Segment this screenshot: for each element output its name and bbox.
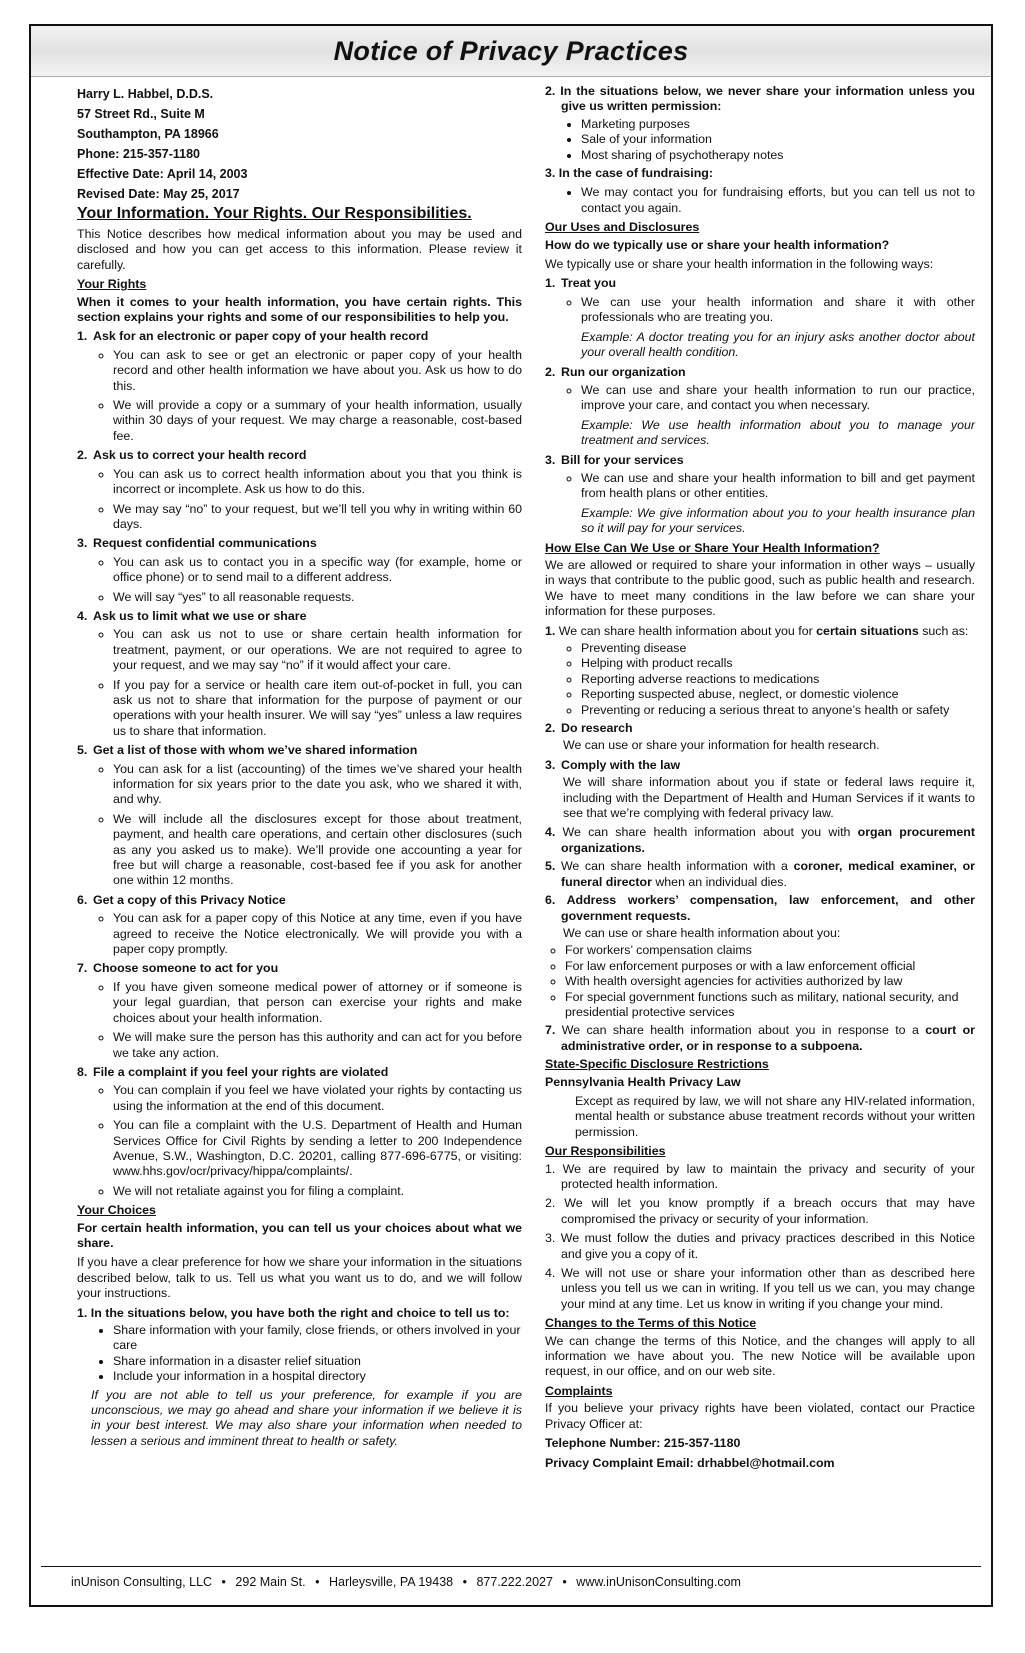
example-text: Example: We use health information about you to manage your treatment and services. [581,417,975,448]
list-item: ◦ Reporting suspected abuse, neglect, or domestic violence [581,687,975,702]
rights-item: 4. Ask us to limit what we use or share ◦ You can ask us not to use or share certain health information for treatment, payment, or our operations. We are not required to agree to your request, and we may say “no” if it would affect your care. ◦ If you pay for a service or health care item out-of-pocket in full, you can ask us not to share that information for the purpose of payment or our operations with your health insurer. We will say “yes” unless a law requires us to share that information. [77,609,522,739]
rights-item: 8. File a complaint if you feel your rights are violated ◦ You can complain if you feel we have violated your rights by contacting us using the information at the end of this document. ◦ You can file a complaint with the U.S. Department of Health and Human Services Office for Civil Rights by sending a letter to 200 Independence Avenue, S.W., Washington, D.C. 20201, calling 877-696-6775, or visiting: www.hhs.gov/ocr/privacy/hippa/complaints/. ◦ We will not retaliate against you for filing a complaint. [77,1065,522,1199]
bullet-separator: • [221,1575,226,1589]
bullet-separator: • [562,1575,567,1589]
list-item: ◦ We will make sure the person has this authority and can act for you before we take any action. [113,1030,522,1061]
example-text: Example: We give information about you to your health insurance plan so it will pay for your services. [581,505,975,536]
practice-header [77,84,522,204]
title-bar [31,26,991,77]
list-item: ◦ You can ask us to correct health information about you that you think is incorrect or incomplete. Ask us how to do this. [113,467,522,498]
uses-heading: Our Uses and Disclosures [545,220,700,235]
changes-text: We can change the terms of this Notice, and the changes will apply to all information we have about you. The new Notice will be available upon request, in our office, and on our web site. [545,1333,975,1379]
list-item: ◦ We will include all the disclosures except for those about treatment, payment, and health care operations, and certain other disclosures (such as any you asked us to make). We’ll provide one accounting a year for free but will charge a reasonable, cost-based fee if you ask for another one within 12 months. [113,812,522,889]
list-item: ◦ You can ask to see or get an electronic or paper copy of your health record and other health information we have about you. Ask us how to do this. [113,348,522,394]
list-item: ◦ With health oversight agencies for activities authorized by law [565,974,975,989]
state-law: Pennsylvania Health Privacy Law [545,1074,741,1089]
effective-date: Effective Date: April 14, 2003 [77,167,248,181]
list-item: ◦ If you pay for a service or health care item out-of-pocket in full, you can ask us not to share that information for the purpose of payment or our operations with your health insurer. We will say “yes” unless a law requires us to share that information. [113,678,522,740]
list-item: • Sale of your information [581,132,975,147]
choices-item-1: 1. In the situations below, you have both the right and choice to tell us to: • Share information with your family, close friends, or others involved in your care • Share information in a disaster relief situation • Include your information in a hospital directory If you are not able to tell us your preference, for example if you are unconscious, we may go ahead and share your information if we believe it is in your best interest. We may also share your information when needed to lessen a serious and imminent threat to health or safety. [77,1306,522,1450]
list-item: ◦ You can ask for a list (accounting) of the times we’ve shared your health information for six years prior to the date you ask, who we shared it with, and why. [113,762,522,808]
list-item: ◦ Helping with product recalls [581,656,975,671]
rights-item: 2. Ask us to correct your health record ◦ You can ask us to correct health information about you that you think is incorrect or incomplete. Ask us how to do this. ◦ We may say “no” to your request, but we’ll tell you why in writing within 60 days. [77,448,522,532]
example-text: Example: A doctor treating you for an injury asks another doctor about your overall health condition. [581,329,975,360]
footer-city: Harleysville, PA 19438 [328,1575,454,1589]
bullet-separator: • [462,1575,467,1589]
else-item: 4. We can share health information about you with organ procurement organizations. [545,825,975,855]
else-item-text: We can use or share health information about you: [563,925,841,940]
else-heading: How Else Can We Use or Share Your Health Information? [545,540,880,555]
complaints-text: If you believe your privacy rights have been violated, contact our Practice Privacy Officer at: [545,1401,975,1431]
uses-item: 2. Run our organization ◦ We can use and share your health information to run our practice, improve your care, and contact you when necessary. Example: We use health information about you to manage your treatment and services. [545,365,975,449]
list-item: ◦ We can use and share your health information to bill and get payment from health plans or other entities. [581,471,975,502]
your-choices-lead: For certain health information, you can tell us your choices about what we share. [77,1220,522,1250]
list-item: 2. We will let you know promptly if a breach occurs that may have compromised the privacy or security of your information. [545,1196,975,1226]
footer [41,1566,981,1589]
choices-note: If you are not able to tell us your preference, for example if you are unconscious, we may go ahead and share your information if we believe it is in your best interest. We may also share your information when needed to lessen a serious and imminent threat to health or safety. [91,1387,522,1448]
footer-phone: 877.222.2027 [476,1575,553,1589]
list-item: ◦ Preventing or reducing a serious threat to anyone’s health or safety [581,703,975,718]
list-item: ◦ We may say “no” to your request, but we’ll tell you why in writing within 60 days. [113,502,522,533]
practice-name: Harry L. Habbel, D.D.S. [77,87,214,101]
else-item: 5. We can share health information with a coroner, medical examiner, or funeral director when an individual dies. [545,859,975,889]
else-item: 7. We can share health information about you in response to a court or administrative order, or in response to a subpoena. [545,1023,975,1053]
list-item: ◦ Reporting adverse reactions to medications [581,672,975,687]
uses-list [545,276,975,536]
uses-item: 3. Bill for your services ◦ We can use and share your health information to bill and get payment from health plans or other entities. Example: We give information about you to your health insurance plan so it will pay for your services. [545,453,975,537]
list-item: ◦ For workers’ compensation claims [565,943,975,958]
uses-item: 1. Treat you ◦ We can use your health information and share it with other professionals who are treating you. Example: A doctor treating you for an injury asks another doctor about your overall health condition. [545,276,975,360]
list-item: ◦ You can complain if you feel we have violated your rights by contacting us using the information at the end of this document. [113,1083,522,1114]
uses-question: How do we typically use or share your health information? [545,237,890,252]
revised-date: Revised Date: May 25, 2017 [77,187,240,201]
footer-web: www.inUnisonConsulting.com [576,1575,741,1589]
list-item: ◦ We can use and share your health information to run our practice, improve your care, and contact you when necessary. [581,383,975,414]
your-rights-heading: Your Rights [77,277,147,292]
else-item: 1. We can share health information about you for certain situations such as: ◦ Preventing disease ◦ Helping with product recalls ◦ Reporting adverse reactions to medications ◦ Reporting suspected abuse, neglect, or domestic violence ◦ Preventing or reducing a serious threat to anyone’s health or safety [545,624,975,718]
practice-address-1: 57 Street Rd., Suite M [77,107,205,121]
rights-list [77,329,522,1199]
bullet-separator: • [315,1575,320,1589]
list-item: • Include your information in a hospital directory [113,1369,522,1384]
your-choices-text: If you have a clear preference for how we share your information in the situations described below, talk to us. Tell us what you want us to do, and we will follow your instructions. [77,1255,522,1301]
list-item: • Share information in a disaster relief situation [113,1354,522,1369]
else-item: 6. Address workers’ compensation, law enforcement, and other government requests. We can use or share health information about you: ◦ For workers’ compensation claims ◦ For law enforcement purposes or with a law enforcement official ◦ With health oversight agencies for activities authorized by law ◦ For special government functions such as military, national security, and presidential protective services [545,893,975,1020]
practice-address-2: Southampton, PA 18966 [77,127,219,141]
else-list [545,624,975,1055]
else-item-text: We can use or share your information for health research. [563,738,880,753]
list-item: • Share information with your family, close friends, or others involved in your care [113,1323,522,1354]
complaints-email: Privacy Complaint Email: drhabbel@hotmail.com [545,1455,835,1470]
practice-phone: Phone: 215-357-1180 [77,147,200,161]
list-item: ◦ You can ask for a paper copy of this Notice at any time, even if you have agreed to receive the Notice electronically. We will provide you with a paper copy promptly. [113,911,522,957]
right-column [545,84,975,1475]
complaints-heading: Complaints [545,1383,613,1398]
list-item: ◦ We will not retaliate against you for filing a complaint. [113,1184,522,1199]
list-item: ◦ For special government functions such as military, national security, and presidential protective services [565,990,975,1021]
state-text: Except as required by law, we will not share any HIV-related information, mental health or substance abuse treatment records without your written permission. [575,1093,975,1139]
left-column [77,84,522,1453]
list-item: 3. We must follow the duties and privacy practices described in this Notice and give you a copy of it. [545,1231,976,1261]
rights-item: 1. Ask for an electronic or paper copy of your health record ◦ You can ask to see or get an electronic or paper copy of your health record and other health information we have about you. Ask us how to do this. ◦ We will provide a copy or a summary of your health information, usually within 30 days of your request. We may charge a reasonable, cost-based fee. [77,329,522,444]
footer-address: 292 Main St. [235,1575,306,1589]
list-item: ◦ We will say “yes” to all reasonable requests. [113,590,522,605]
list-item: ◦ We will provide a copy or a summary of your health information, usually within 30 days of your request. We may charge a reasonable, cost-based fee. [113,398,522,444]
list-item: ◦ If you have given someone medical power of attorney or if someone is your legal guardian, that person can exercise your rights and make choices about your health information. [113,980,522,1026]
rights-item: 7. Choose someone to act for you ◦ If you have given someone medical power of attorney or if someone is your legal guardian, that person can exercise your rights and make choices about your health information. ◦ We will make sure the person has this authority and can act for you before we take any action. [77,961,522,1060]
list-item: 4. We will not use or share your information other than as described here unless you tell us we can in writing. If you tell us we can, you may change your mind at any time. Let us know in writing if you change your mind. [545,1266,975,1311]
complaints-phone: Telephone Number: 215-357-1180 [545,1436,741,1451]
your-choices-heading: Your Choices [77,1203,156,1218]
responsibilities-heading: Our Responsibilities [545,1144,666,1159]
else-item-text: We will share information about you if state or federal laws require it, including with the Department of Health and Human Services if it wants to see that we’re complying with federal privacy law. [563,775,975,821]
choices-item-2: 2. In the situations below, we never share your information unless you give us written permission: • Marketing purposes • Sale of your information • Most sharing of psychotherapy notes [545,84,975,163]
responsibilities-list [545,1162,975,1313]
list-item: ◦ You can file a complaint with the U.S. Department of Health and Human Services Office for Civil Rights by sending a letter to 200 Independence Avenue, S.W., Washington, D.C. 20201, calling 877-696-6775, or visiting: www.hhs.gov/ocr/privacy/hippa/complaints/. [113,1118,522,1180]
changes-heading: Changes to the Terms of this Notice [545,1316,757,1331]
list-item: ◦ We can use your health information and share it with other professionals who are treating you. [581,295,975,326]
list-item: ◦ Preventing disease [581,641,975,656]
rights-item: 5. Get a list of those with whom we’ve shared information ◦ You can ask for a list (accounting) of the times we’ve shared your health information for six years prior to the date you ask, who we shared it with, and why. ◦ We will include all the disclosures except for those about treatment, payment, and health care operations, and certain other disclosures (such as any you asked us to make). We’ll provide one accounting a year for free but will charge a reasonable, cost-based fee if you ask for another one within 12 months. [77,743,522,889]
intro-heading: Your Information. Your Rights. Our Responsibilities. [77,205,472,222]
rights-item: 3. Request confidential communications ◦ You can ask us to contact you in a specific way (for example, home or office phone) or to send mail to a different address. ◦ We will say “yes” to all reasonable requests. [77,536,522,605]
your-rights-lead: When it comes to your health information, you have certain rights. This section explains your rights and some of our responsibilities to help you. [77,294,522,325]
notice-page [29,24,993,1607]
list-item: • We may contact you for fundraising efforts, but you can tell us not to contact you again. [581,185,975,216]
footer-company: inUnison Consulting, LLC [71,1575,213,1589]
uses-text: We typically use or share your health information in the following ways: [545,257,934,272]
list-item: ◦ You can ask us to contact you in a specific way (for example, home or office phone) or to send mail to a different address. [113,555,522,586]
choices-item-3: 3. In the case of fundraising: • We may contact you for fundraising efforts, but you can tell us not to contact you again. [545,166,975,216]
list-item: • Most sharing of psychotherapy notes [581,148,975,163]
else-item: 3. Comply with the law We will share information about you if state or federal laws require it, including with the Department of Health and Human Services if it wants to see that we’re complying with federal privacy law. [545,757,975,821]
list-item: 1. We are required by law to maintain the privacy and security of your protected health information. [545,1161,975,1191]
page-title: Notice of Privacy Practices [333,36,689,66]
list-item: ◦ You can ask us not to use or share certain health information for treatment, payment, or our operations. We are not required to agree to your request, and we may say “no” if it would affect your care. [113,627,522,673]
intro-text: This Notice describes how medical information about you may be used and disclosed and how you can get access to this information. Please review it carefully. [77,227,522,272]
state-heading: State-Specific Disclosure Restrictions [545,1057,769,1072]
else-text: We are allowed or required to share your information in other ways – usually in ways that contribute to the public good, such as public health and research. We have to meet many conditions in the law before we can share your information for these purposes. [545,557,975,619]
rights-item: 6. Get a copy of this Privacy Notice ◦ You can ask for a paper copy of this Notice at any time, even if you have agreed to receive the Notice electronically. We will provide you with a paper copy promptly. [77,893,522,958]
else-item: 2. Do research We can use or share your information for health research. [545,721,975,754]
list-item: ◦ For law enforcement purposes or with a law enforcement official [565,959,975,974]
list-item: • Marketing purposes [581,117,975,132]
